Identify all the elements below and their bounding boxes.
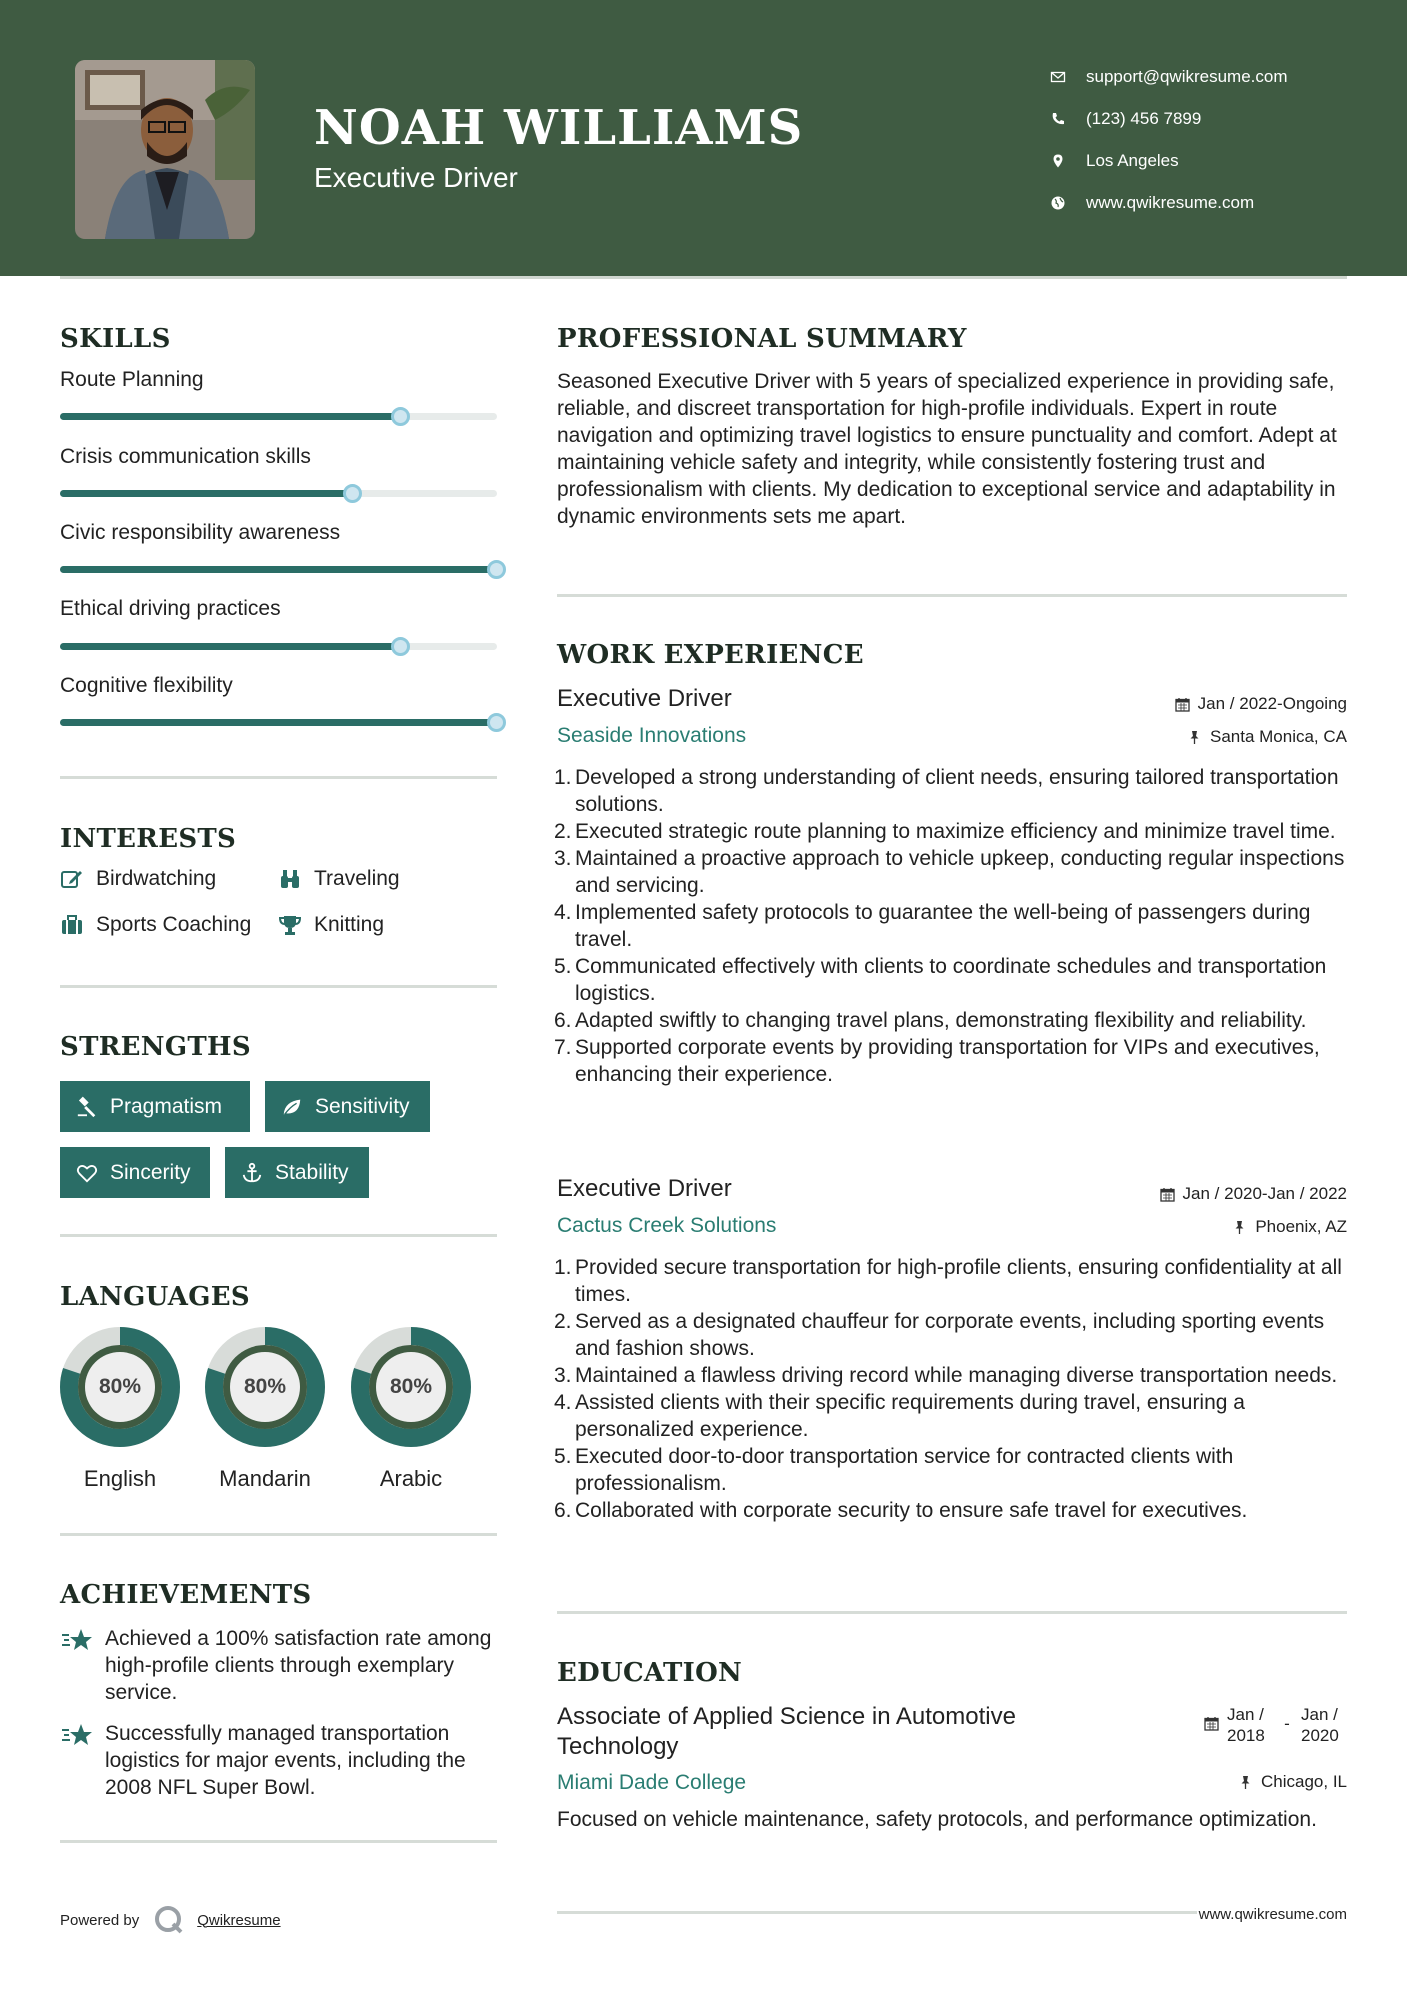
job-dates xyxy=(1175,694,1347,714)
list-item: 3. Maintained a proactive approach to vehicle upkeep, conducting regular inspections and servicing. xyxy=(554,847,1345,897)
summary-text: Seasoned Executive Driver with 5 years of specialized experience in providing safe, reliable, and discreet transportation for high-profile individuals. Expert in route navigation and optimizing travel logistics to ensure punctuality and comfort. Adept at maintaining vehicle safety and integrity, while consistently fostering trust and professionalism with clients. My dedication to exceptional service and adaptability in dynamic environments sets me apart. xyxy=(557,370,1337,528)
bullet-text: Executed strategic route planning to maximize efficiency and minimize travel time. xyxy=(575,820,1336,843)
list-item: 4. Implemented safety protocols to guarantee the well-being of passengers during travel. xyxy=(554,901,1311,951)
bullet-text: Implemented safety protocols to guarantee the well-being of passengers during travel. xyxy=(575,901,1311,951)
strength-label: Sincerity xyxy=(110,1160,191,1184)
contact-website[interactable] xyxy=(1050,182,1288,224)
bullet-text: Collaborated with corporate security to ensure safe travel for executives. xyxy=(575,1499,1248,1522)
bullet-text: Served as a designated chauffeur for corporate events, including sporting events and fashion shows. xyxy=(575,1310,1325,1360)
achievement-item xyxy=(60,1625,500,1706)
star-badge-icon xyxy=(60,1722,94,1750)
interest-item xyxy=(278,913,384,937)
bullet-text: Maintained a flawless driving record while managing diverse transportation needs. xyxy=(575,1364,1338,1387)
bullet-text: Provided secure transportation for high-profile clients, ensuring confidentiality at all times. xyxy=(575,1256,1342,1306)
skill-bar-fill xyxy=(60,413,401,420)
contact-location xyxy=(1050,140,1288,182)
list-item: 1. Provided secure transportation for high-profile clients, ensuring confidentiality at all times. xyxy=(554,1256,1342,1306)
skill-bar xyxy=(60,413,497,420)
bullet-text: Developed a strong understanding of client needs, ensuring tailored transportation solutions. xyxy=(575,766,1339,816)
achievements-title: ACHIEVEMENTS xyxy=(60,1580,312,1610)
section-divider xyxy=(557,594,1347,597)
education-end: Jan / 2020 xyxy=(1301,1705,1339,1745)
skill-bar-knob xyxy=(391,637,410,656)
skill-bar xyxy=(60,566,497,573)
bullet-text: Supported corporate events by providing transportation for VIPs and executives, enhancing their experience. xyxy=(575,1036,1320,1086)
job-location-text: Santa Monica, CA xyxy=(1209,727,1347,746)
skill-label: Cognitive flexibility xyxy=(60,674,233,697)
achievement-text: Successfully managed transportation logistics for major events, including the 2008 NFL Super Bowl. xyxy=(105,1722,466,1799)
job-location xyxy=(1232,1217,1347,1237)
heart-icon xyxy=(76,1162,98,1184)
skill-label: Crisis communication skills xyxy=(60,445,311,468)
job-location xyxy=(1187,727,1347,747)
skill-bar-fill xyxy=(60,566,497,573)
education-title: EDUCATION xyxy=(557,1658,743,1688)
experience-title: WORK EXPERIENCE xyxy=(557,640,864,670)
job-title: Executive Driver xyxy=(557,1175,732,1202)
powered-by-text: Powered by xyxy=(60,1911,140,1929)
skill-bar-knob xyxy=(343,484,362,503)
job-dates-text: Jan / 2022-Ongoing xyxy=(1197,694,1347,713)
bullet-text: Assisted clients with their specific requirements during travel, ensuring a personalized experience. xyxy=(575,1391,1245,1441)
footer-url[interactable]: www.qwikresume.com xyxy=(1198,1906,1347,1923)
language-item xyxy=(204,1326,326,1491)
achievement-item xyxy=(60,1720,500,1801)
skill-bar-fill xyxy=(60,643,401,650)
candidate-name: NOAH WILLIAMS xyxy=(314,100,804,156)
skill-bar-knob xyxy=(487,560,506,579)
skill-bar xyxy=(60,719,497,726)
contact-phone[interactable] xyxy=(1050,98,1288,140)
pencil-square-icon xyxy=(60,867,84,891)
contact-phone-text: (123) 456 7899 xyxy=(1086,109,1202,128)
bullet-text: Communicated effectively with clients to coordinate schedules and transportation logistics. xyxy=(575,955,1327,1005)
bullet-text: Adapted swiftly to changing travel plans, demonstrating flexibility and reliability. xyxy=(575,1009,1307,1032)
date-separator: - xyxy=(1284,1714,1290,1733)
language-item xyxy=(59,1326,181,1491)
job-dates xyxy=(1160,1184,1347,1204)
contact-email[interactable] xyxy=(1050,56,1288,98)
briefcase-icon xyxy=(60,913,84,937)
trophy-icon xyxy=(278,913,302,937)
footer-brand-link[interactable]: Qwikresume xyxy=(197,1911,281,1929)
section-divider xyxy=(60,985,497,988)
education-degree: Associate of Applied Science in Automotive Technology xyxy=(557,1703,1016,1760)
list-item: 4. Assisted clients with their specific requirements during travel, ensuring a personalized experience. xyxy=(554,1391,1245,1441)
language-percent: 80% xyxy=(389,1375,433,1398)
footer-powered-by xyxy=(60,1904,281,1936)
list-item: 5. Communicated effectively with clients to coordinate schedules and transportation logistics. xyxy=(554,955,1327,1005)
list-item: 5. Executed door-to-door transportation service for contracted clients with professionalism. xyxy=(554,1445,1234,1495)
education-location-text: Chicago, IL xyxy=(1261,1772,1347,1791)
qwikresume-logo-icon xyxy=(153,1904,185,1936)
language-name: English xyxy=(83,1466,157,1491)
languages-title: LANGUAGES xyxy=(60,1282,250,1312)
skill-bar-knob xyxy=(391,407,410,426)
strength-badge xyxy=(265,1081,430,1132)
education-school: Miami Dade College xyxy=(557,1771,747,1794)
interest-item xyxy=(60,867,216,891)
list-item: 2. Served as a designated chauffeur for corporate events, including sporting events and fashion shows. xyxy=(554,1310,1325,1360)
header-divider xyxy=(60,276,1347,279)
skill-bar xyxy=(60,643,497,650)
section-divider xyxy=(557,1611,1347,1614)
map-pin-icon xyxy=(1050,153,1066,169)
education-start: Jan / 2018 xyxy=(1227,1705,1265,1745)
list-item: 6. Collaborated with corporate security to ensure safe travel for executives. xyxy=(554,1499,1248,1522)
strength-label: Sensitivity xyxy=(315,1094,410,1118)
language-percent: 80% xyxy=(243,1375,287,1398)
skill-bar-knob xyxy=(487,713,506,732)
education-description: Focused on vehicle maintenance, safety protocols, and performance optimization. xyxy=(557,1808,1317,1831)
job-location-text: Phoenix, AZ xyxy=(1255,1217,1347,1236)
strength-label: Stability xyxy=(275,1160,349,1184)
language-name: Mandarin xyxy=(219,1466,311,1491)
footer-divider xyxy=(557,1911,1197,1914)
calendar-icon xyxy=(1204,1716,1219,1731)
interest-item xyxy=(60,913,251,937)
phone-icon xyxy=(1050,111,1066,127)
calendar-icon xyxy=(1160,1187,1175,1202)
gavel-icon xyxy=(76,1096,98,1118)
globe-icon xyxy=(1050,195,1066,211)
skill-label: Ethical driving practices xyxy=(60,597,281,620)
section-divider xyxy=(60,1533,497,1536)
job-dates-text: Jan / 2020-Jan / 2022 xyxy=(1182,1184,1347,1203)
job-company: Seaside Innovations xyxy=(557,724,747,747)
language-percent: 80% xyxy=(98,1375,142,1398)
job-company: Cactus Creek Solutions xyxy=(557,1214,777,1237)
contact-email-text: support@qwikresume.com xyxy=(1086,67,1288,86)
contact-list xyxy=(1050,56,1288,224)
skill-bar-fill xyxy=(60,719,497,726)
skill-label: Route Planning xyxy=(60,368,204,391)
skill-bar-fill xyxy=(60,490,353,497)
strengths-title: STRENGTHS xyxy=(60,1032,251,1062)
candidate-title: Executive Driver xyxy=(314,162,518,193)
section-divider xyxy=(60,1234,497,1237)
skill-bar xyxy=(60,490,497,497)
list-item: 7. Supported corporate events by providing transportation for VIPs and executives, enhancing their experience. xyxy=(554,1036,1320,1086)
pin-icon xyxy=(1187,730,1202,745)
list-item: 2. Executed strategic route planning to maximize efficiency and minimize travel time. xyxy=(554,820,1336,843)
skills-title: SKILLS xyxy=(60,324,171,354)
binoculars-icon xyxy=(278,867,302,891)
interests-title: INTERESTS xyxy=(60,824,237,854)
bullet-text: Maintained a proactive approach to vehicle upkeep, conducting regular inspections and servicing. xyxy=(575,847,1345,897)
list-item: 6. Adapted swiftly to changing travel plans, demonstrating flexibility and reliability. xyxy=(554,1009,1307,1032)
strength-badge xyxy=(60,1081,250,1132)
envelope-icon xyxy=(1050,69,1066,85)
summary-title: PROFESSIONAL SUMMARY xyxy=(557,324,967,354)
job-bullets xyxy=(554,764,1347,1088)
education-location xyxy=(1238,1772,1347,1792)
list-item: 3. Maintained a flawless driving record while managing diverse transportation needs. xyxy=(554,1364,1338,1387)
interest-label: Sports Coaching xyxy=(96,913,252,936)
interest-label: Birdwatching xyxy=(96,867,217,890)
strength-badge xyxy=(60,1147,210,1198)
skill-label: Civic responsibility awareness xyxy=(60,521,341,544)
language-item xyxy=(350,1326,472,1491)
interest-item xyxy=(278,867,400,891)
resume-header xyxy=(0,0,1407,276)
bullet-text: Executed door-to-door transportation service for contracted clients with professionalism. xyxy=(575,1445,1234,1495)
anchor-icon xyxy=(241,1162,263,1184)
pin-icon xyxy=(1238,1775,1253,1790)
star-badge-icon xyxy=(60,1627,94,1655)
strength-badge xyxy=(225,1147,369,1198)
language-name: Arabic xyxy=(379,1466,443,1491)
contact-location-text: Los Angeles xyxy=(1086,151,1179,170)
interest-label: Traveling xyxy=(314,867,400,890)
interest-label: Knitting xyxy=(314,913,385,936)
strength-label: Pragmatism xyxy=(110,1094,223,1118)
achievement-text: Achieved a 100% satisfaction rate among high-profile clients through exemplary service. xyxy=(105,1627,492,1704)
contact-website-text: www.qwikresume.com xyxy=(1086,193,1255,212)
section-divider xyxy=(60,776,497,779)
job-title: Executive Driver xyxy=(557,685,732,712)
list-item: 1. Developed a strong understanding of client needs, ensuring tailored transportation solutions. xyxy=(554,766,1339,816)
section-divider xyxy=(60,1840,497,1843)
leaf-icon xyxy=(281,1096,303,1118)
profile-photo xyxy=(75,60,255,239)
pin-icon xyxy=(1232,1220,1247,1235)
calendar-icon xyxy=(1175,697,1190,712)
education-dates xyxy=(1204,1704,1347,1746)
job-bullets xyxy=(554,1254,1347,1524)
